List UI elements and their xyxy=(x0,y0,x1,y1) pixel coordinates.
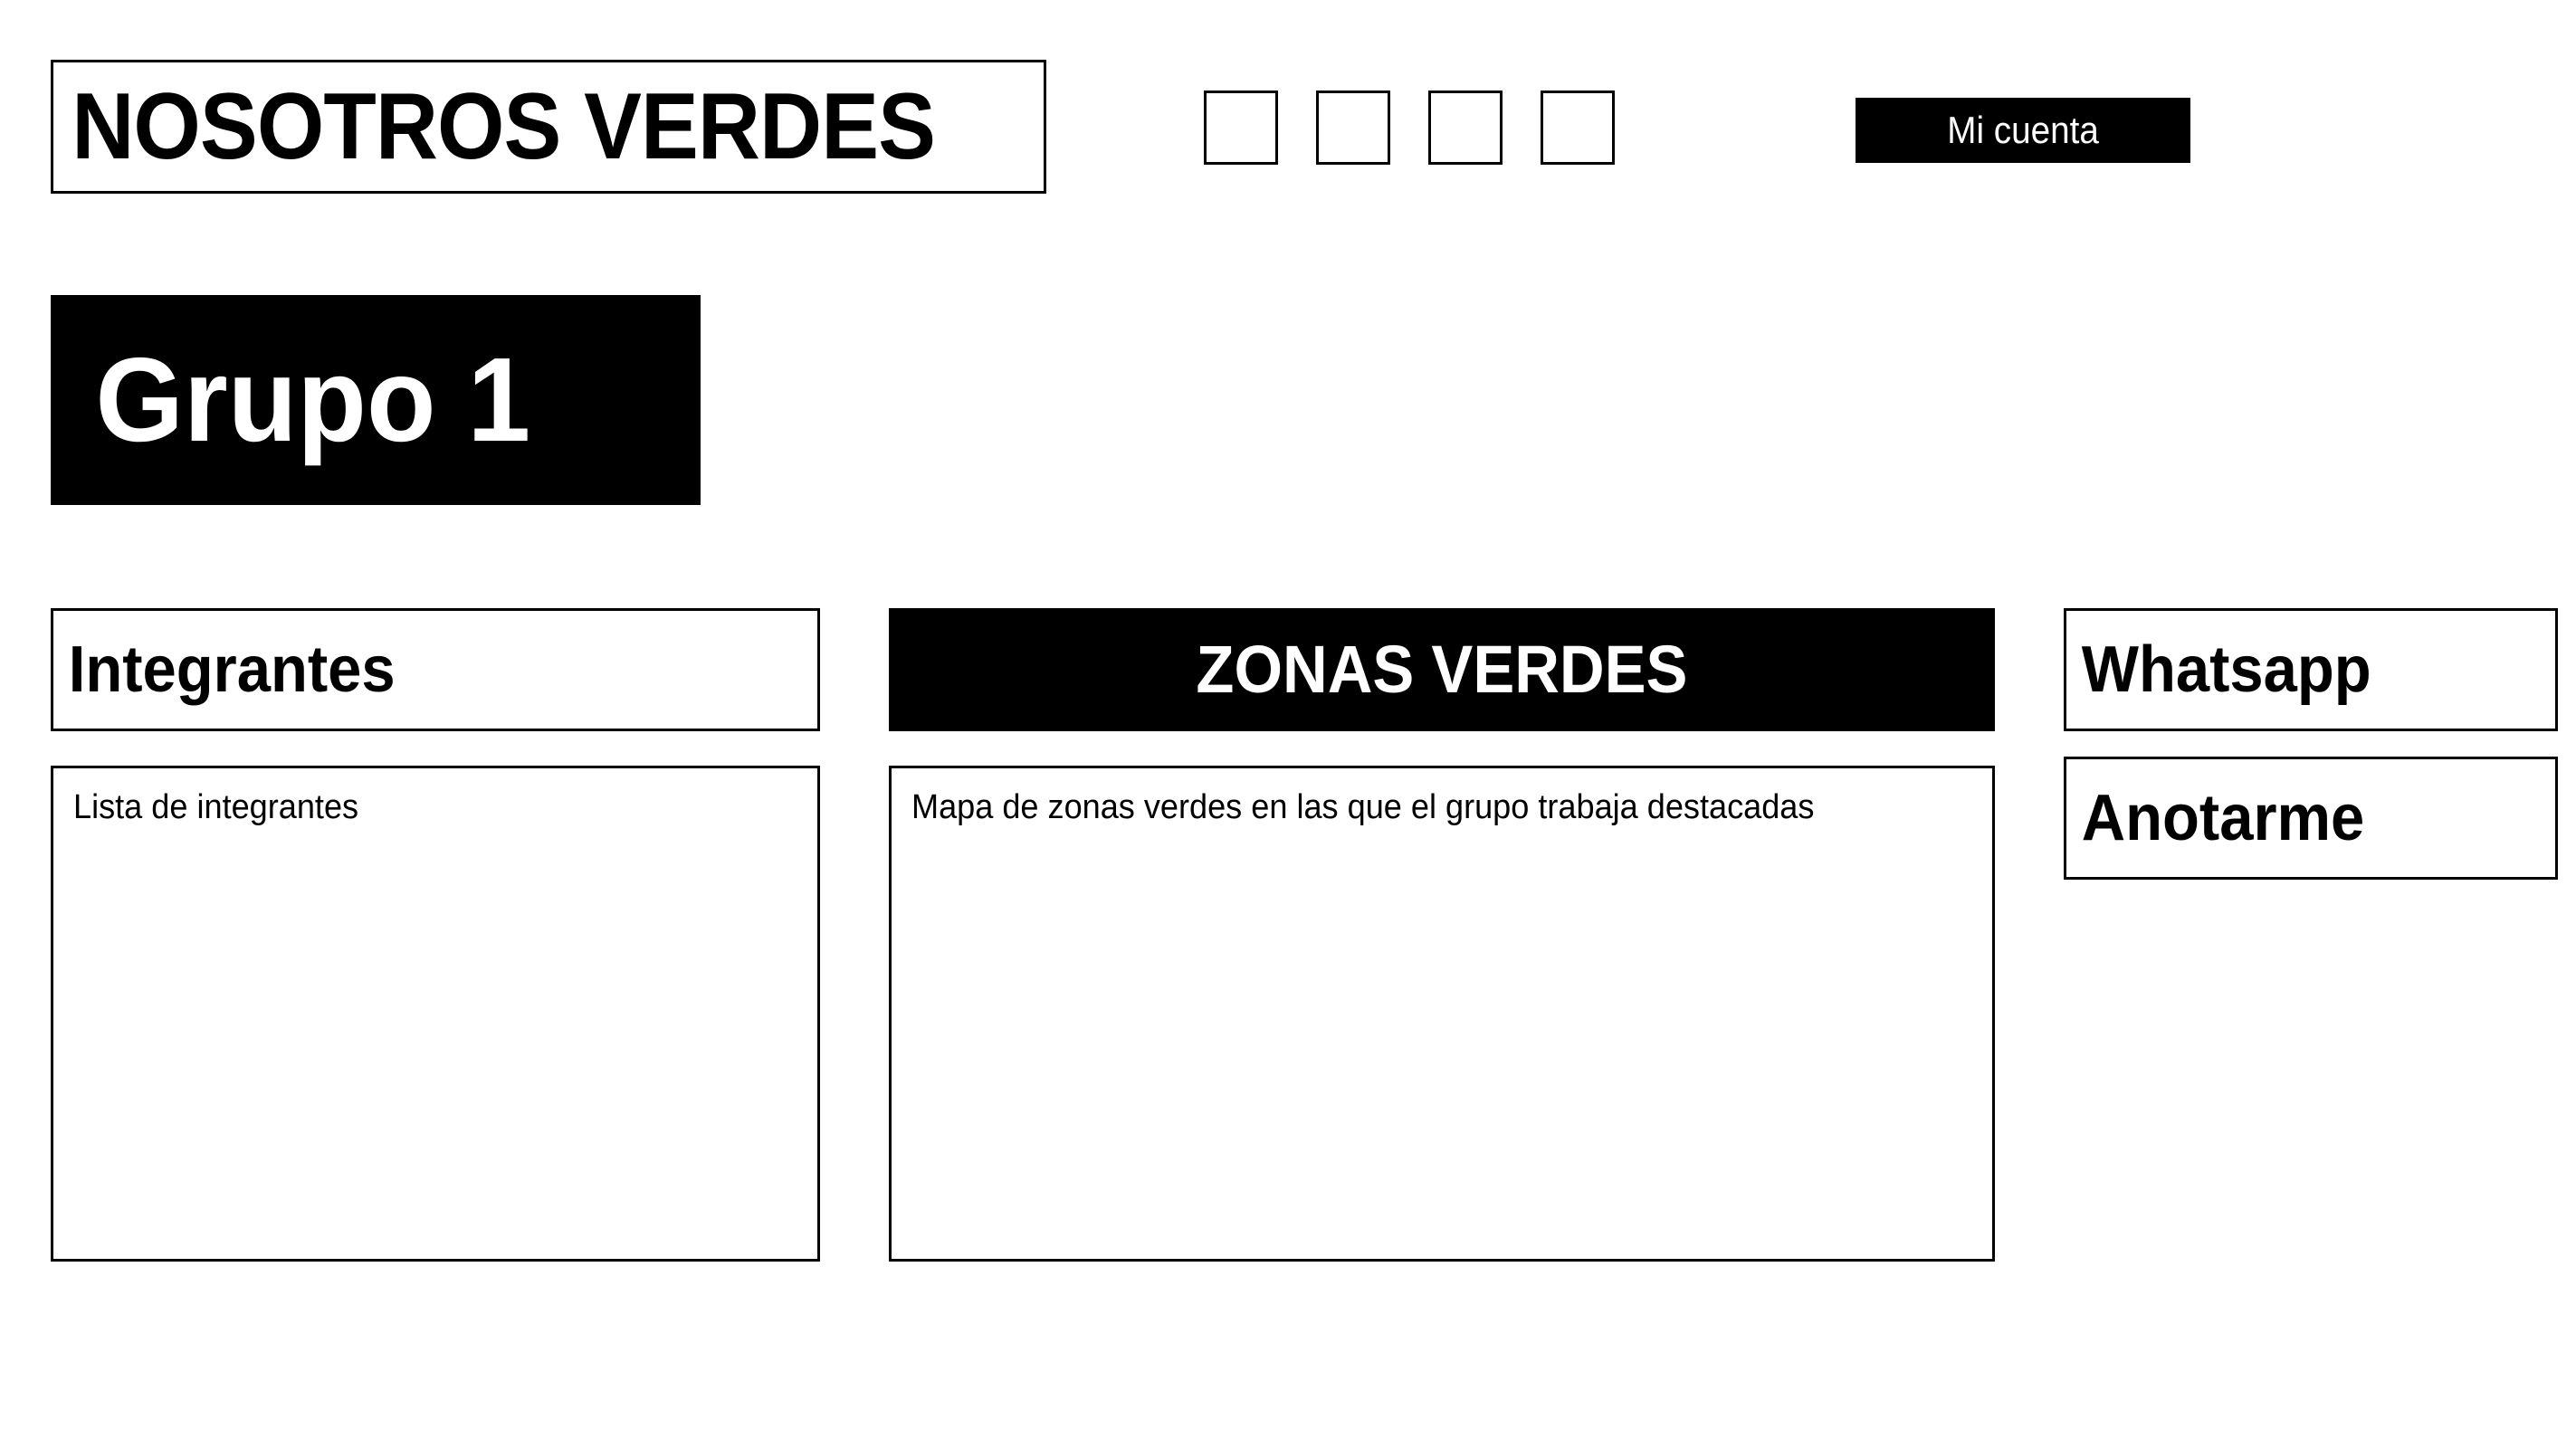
nav-square-3[interactable] xyxy=(1428,90,1503,165)
zonas-verdes-title: ZONAS VERDES xyxy=(1196,632,1688,707)
integrantes-title: Integrantes xyxy=(68,634,396,706)
group-title: Grupo 1 xyxy=(95,333,531,466)
integrantes-header xyxy=(51,608,820,731)
nav-square-1[interactable] xyxy=(1204,90,1278,165)
nav-square-4[interactable] xyxy=(1541,90,1615,165)
brand-title: NOSOTROS VERDES xyxy=(72,74,936,179)
my-account-label: Mi cuenta xyxy=(1947,109,2099,151)
whatsapp-label: Whatsapp xyxy=(2081,634,2371,706)
zonas-verdes-placeholder-text: Mapa de zonas verdes en las que el grupo trabaja destacadas xyxy=(911,788,1815,826)
integrantes-placeholder-text: Lista de integrantes xyxy=(73,788,359,826)
whatsapp-button[interactable] xyxy=(2064,608,2558,731)
brand-logo-box[interactable] xyxy=(51,60,1046,194)
anotarme-label: Anotarme xyxy=(2081,782,2365,854)
integrantes-list-panel[interactable] xyxy=(51,766,820,1262)
zonas-verdes-header xyxy=(889,608,1995,731)
anotarme-button[interactable] xyxy=(2064,757,2558,880)
group-title-banner xyxy=(51,295,701,505)
zonas-verdes-map-panel[interactable] xyxy=(889,766,1995,1262)
nav-square-2[interactable] xyxy=(1316,90,1390,165)
my-account-button[interactable] xyxy=(1856,98,2190,163)
top-nav xyxy=(1204,90,1615,165)
